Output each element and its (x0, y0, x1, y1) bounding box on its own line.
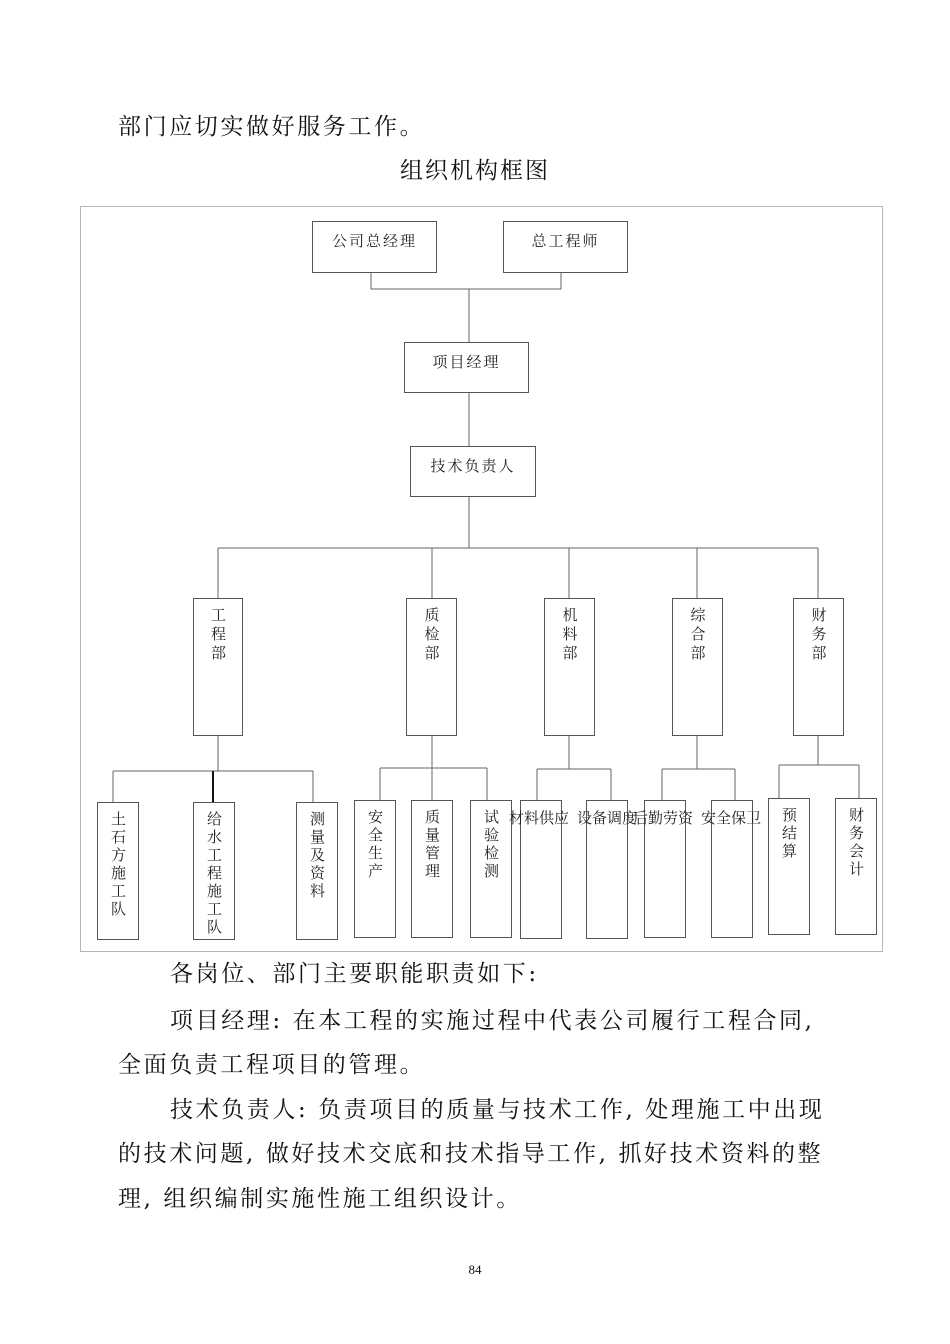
box-engineering-dept (193, 598, 243, 736)
material-supply-label: 材料供应 (509, 809, 570, 827)
box-project-manager (404, 342, 529, 393)
machinery-dept-label: 机料部 (560, 607, 579, 664)
box-safety-production (354, 800, 396, 938)
security-label: 安全保卫 (701, 809, 762, 827)
technical-lead-label: 技术负责人 (430, 457, 516, 475)
quality-dept-label: 质检部 (422, 607, 441, 664)
pm-duty-line2: 全面负责工程项目的管理。 (118, 1052, 426, 1078)
tech-duty-line1: 技术负责人: 负责项目的质量与技术工作, 处理施工中出现 (170, 1097, 825, 1123)
tech-duty-line3: 理, 组织编制实施性施工组织设计。 (118, 1186, 522, 1212)
project-manager-label: 项目经理 (432, 353, 501, 371)
finance-dept-label: 财务部 (809, 607, 828, 664)
box-chief-engineer (503, 221, 628, 273)
safety-production-label: 安全生产 (366, 809, 384, 881)
engineering-dept-label: 工程部 (209, 607, 227, 664)
accounting-label: 财务会计 (847, 807, 865, 879)
box-survey (296, 802, 338, 940)
intro-paragraph: 部门应切实做好服务工作。 (118, 114, 426, 140)
box-technical-lead (410, 446, 536, 497)
general-manager-label: 公司总经理 (331, 232, 417, 250)
chief-engineer-label: 总工程师 (531, 232, 600, 250)
test-inspection-label: 试验检测 (482, 809, 500, 881)
equipment-dispatch-label: 设备调度 (577, 809, 638, 827)
box-machinery-dept (544, 598, 595, 736)
box-finance-dept (793, 598, 844, 736)
box-quality-management (411, 800, 453, 938)
box-general-dept (672, 598, 723, 736)
quality-management-label: 质量管理 (423, 809, 441, 881)
logistics-labor-label: 后勤劳资 (633, 809, 694, 827)
chart-title: 组织机构框图 (400, 158, 550, 184)
box-budget (768, 798, 810, 935)
box-water-supply-team (193, 802, 235, 940)
survey-label: 测量及资料 (308, 811, 326, 901)
general-dept-label: 综合部 (688, 607, 707, 664)
budget-label: 预结算 (780, 807, 798, 861)
tech-duty-line2: 的技术问题, 做好技术交底和技术指导工作, 抓好技术资料的整 (118, 1141, 824, 1167)
box-earthwork-team (97, 802, 139, 940)
box-general-manager (312, 221, 437, 273)
box-quality-dept (406, 598, 457, 736)
box-test-inspection (470, 800, 512, 938)
duties-intro: 各岗位、部门主要职能职责如下: (170, 961, 539, 987)
box-accounting (835, 798, 877, 935)
earthwork-team-label: 土石方施工队 (109, 811, 127, 919)
page-number: 84 (468, 1262, 482, 1277)
pm-duty-line1: 项目经理: 在本工程的实施过程中代表公司履行工程合同, (170, 1008, 815, 1034)
water-supply-team-label: 给水工程施工队 (205, 811, 223, 937)
